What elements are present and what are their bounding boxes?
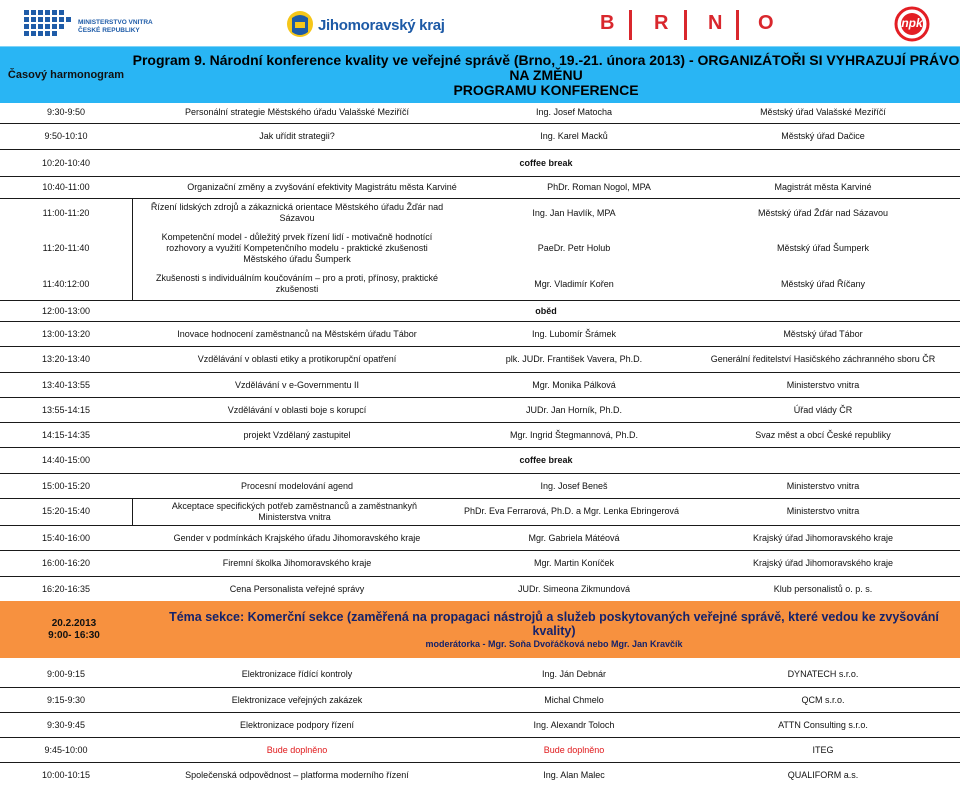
table-row [0, 498, 960, 526]
brno-logo [596, 10, 786, 40]
row-org: Ministerstvo vnitra [786, 379, 860, 390]
row-org: Krajský úřad Jihomoravského kraje [752, 558, 894, 568]
row-person: Ing. Alan Malec [543, 769, 605, 780]
page-title [132, 47, 960, 103]
coffee-break: coffee break [519, 157, 573, 168]
table-row [0, 268, 960, 301]
row-person: Michal Chmelo [544, 694, 604, 705]
row-topic: Vzdělávání v oblasti boje s korupcí [227, 404, 367, 415]
section-date: 20.2.2013 [51, 617, 97, 629]
section-title: Téma sekce: Komerční sekce (zaměřená na propagaci nástrojů a služeb poskytovaných veřejné správě, které vedou ke zvyšování kvality) [169, 609, 939, 638]
row-time: 10:20-10:40 [41, 157, 91, 168]
jmk-name: Jihomoravský kraj [318, 17, 445, 34]
row-topic: Akceptace specifických potřeb zaměstnanců a zaměstnankyň Ministerstva vnitra [171, 500, 418, 522]
row-org: Klub personalistů o. p. s. [773, 583, 873, 594]
row-topic: Bude doplněno [266, 744, 328, 755]
row-org: Generální ředitelství Hasičského záchranného sboru ČR [710, 354, 936, 364]
row-topic: Cena Personalista veřejné správy [229, 583, 365, 594]
row-person: Ing. Jan Havlík, MPA [532, 207, 616, 218]
title-line-1: Program 9. Národní konference kvality ve veřejné správě (Brno, 19.-21. února 2013) - ORGANIZÁTOŘI SI VYHRAZUJÍ PRÁVO NA ZMĚNU [132, 51, 960, 83]
row-topic: Společenská odpovědnost – platforma moderního řízení [185, 769, 409, 780]
table-row [0, 398, 960, 423]
row-topic: Organizační změny a zvyšování efektivity Magistrátu města Karviné [187, 182, 457, 192]
row-time: 10:40-11:00 [42, 182, 90, 192]
row-person: Ing. Ján Debnár [541, 669, 607, 679]
row-org: Městský úřad Dačice [781, 131, 865, 141]
row-topic: Řízení lidských zdrojů a zákaznická orientace Městského úřadu Žďár nad Sázavou [150, 202, 444, 223]
table-row [0, 347, 960, 373]
row-time: 15:40-16:00 [41, 532, 91, 543]
row-time: 13:55-14:15 [41, 404, 91, 415]
table-row [0, 688, 960, 713]
brno-letter-b: B [600, 12, 615, 34]
row-person: Mgr. Gabriela Mátéová [528, 532, 620, 543]
table-row [0, 322, 960, 347]
section-banner [0, 601, 960, 658]
brno-letter-n: N [708, 12, 723, 34]
row-time: 12:00-13:00 [41, 305, 91, 316]
table-row [0, 228, 960, 268]
row-topic: Procesní modelování agend [240, 480, 354, 491]
table-row [0, 551, 960, 577]
row-person: Mgr. Vladimír Kořen [534, 278, 614, 289]
row-person: Mgr. Martin Koníček [533, 558, 615, 568]
brno-divider [629, 10, 632, 40]
row-time: 15:00-15:20 [41, 480, 91, 491]
row-org: Městský úřad Valašské Meziříčí [760, 107, 886, 117]
mvcr-line2: ČESKÉ REPUBLIKY [78, 27, 140, 34]
table-row [0, 738, 960, 763]
jmk-logo [286, 8, 458, 42]
table-row [0, 177, 960, 199]
row-person: Ing. Lubomír Šrámek [531, 328, 617, 339]
row-person: Mgr. Monika Pálková [532, 379, 616, 390]
row-time: 9:15-9:30 [46, 694, 86, 705]
row-topic: Kompetenční model - důležitý prvek řízení lidí - motivačně hodnotící rozhovory a využití Kompetenčního modelu - praktické zkušenosti Městského úřadu Šumperk [161, 231, 433, 264]
row-topic: Inovace hodnocení zaměstnanců na Městském úřadu Tábor [177, 328, 417, 339]
table-row [0, 662, 960, 688]
row-person: JUDr. Simeona Zikmundová [517, 583, 631, 594]
table-row [0, 198, 960, 228]
row-person: Mgr. Ingrid Štegmannová, Ph.D. [509, 429, 639, 440]
row-topic: Elektronizace veřejných zakázek [231, 694, 363, 705]
row-time: 9:45-10:00 [44, 744, 88, 755]
row-time: 14:15-14:35 [41, 429, 91, 440]
table-row [0, 102, 960, 124]
table-row [0, 301, 960, 322]
table-row [0, 150, 960, 177]
row-time: 11:20-11:40 [42, 242, 90, 253]
row-topic: Elektronizace podpory řízení [239, 719, 355, 730]
row-org: Ministerstvo vnitra [786, 480, 860, 491]
table-row [0, 124, 960, 150]
brno-letter-r: R [654, 12, 669, 34]
row-org: Magistrát města Karviné [774, 182, 872, 192]
title-line-2: PROGRAMU KONFERENCE [453, 81, 639, 98]
mvcr-logo [22, 8, 154, 42]
row-topic: projekt Vzdělaný zastupitel [243, 429, 351, 440]
table-row [0, 474, 960, 499]
row-time: 10:00-10:15 [41, 769, 91, 780]
row-time: 9:50-10:10 [44, 131, 88, 141]
row-time: 13:00-13:20 [41, 328, 91, 339]
row-time: 16:00-16:20 [41, 558, 91, 568]
row-person: plk. JUDr. František Vavera, Ph.D. [505, 354, 643, 364]
row-org: Úřad vlády ČR [793, 404, 853, 415]
row-person: PhDr. Eva Ferrarová, Ph.D. a Mgr. Lenka Ebringerová [463, 506, 680, 516]
row-org: ITEG [812, 744, 834, 755]
brno-divider [684, 10, 687, 40]
schedule-label: Časový harmonogram [7, 69, 125, 81]
row-time: 9:00-9:15 [46, 669, 86, 679]
table-row [0, 423, 960, 448]
row-topic: Vzdělávání v oblasti etiky a protikorupční opatření [197, 354, 397, 364]
row-time: 13:40-13:55 [41, 379, 91, 390]
row-person: Ing. Karel Macků [540, 131, 608, 141]
mvcr-emblem-icon [22, 8, 74, 42]
row-person: PaeDr. Petr Holub [537, 242, 611, 253]
row-org: ATTN Consulting s.r.o. [778, 719, 868, 730]
row-person: PhDr. Roman Nogol, MPA [547, 182, 651, 192]
row-topic: Personální strategie Městského úřadu Valašské Meziříčí [185, 107, 409, 117]
row-person: Ing. Josef Matocha [535, 107, 613, 117]
row-org: QUALIFORM a.s. [787, 769, 859, 780]
coffee-break: coffee break [519, 455, 573, 465]
row-topic: Vzdělávání v e-Governmentu II [234, 379, 360, 390]
jmk-emblem-icon [286, 8, 316, 40]
row-time: 13:20-13:40 [41, 354, 91, 364]
row-topic: Firemní školka Jihomoravského kraje [222, 558, 372, 568]
table-row [0, 763, 960, 787]
npk-logo [890, 6, 934, 42]
row-org: Městský úřad Tábor [783, 328, 863, 339]
table-row [0, 448, 960, 474]
row-time: 9:30-9:45 [46, 719, 86, 730]
row-time: 16:20-16:35 [41, 583, 91, 594]
section-text [148, 601, 960, 658]
row-org: Krajský úřad Jihomoravského kraje [752, 532, 894, 543]
row-topic: Gender v podmínkách Krajského úřadu Jihomoravského kraje [173, 532, 421, 543]
row-time: 9:30-9:50 [46, 107, 86, 117]
mvcr-line1: MINISTERSTVO VNITRA [78, 19, 153, 26]
brno-divider [736, 10, 739, 40]
table-row [0, 526, 960, 551]
npk-text: npk [901, 16, 923, 30]
row-org: Ministerstvo vnitra [786, 506, 860, 516]
row-time: 11:00-11:20 [42, 207, 90, 218]
row-person: JUDr. Jan Horník, Ph.D. [525, 404, 623, 415]
row-topic: Elektronizace řídící kontroly [241, 669, 353, 679]
section-date-time [0, 601, 148, 658]
row-time: 14:40-15:00 [41, 455, 91, 465]
title-bar [0, 46, 960, 103]
row-org: Městský úřad Říčany [780, 278, 866, 289]
lunch-break: oběd [535, 305, 557, 316]
row-org: Městský úřad Šumperk [776, 242, 870, 253]
table-row [0, 577, 960, 601]
row-org: Městský úřad Žďár nad Sázavou [757, 207, 889, 218]
row-time: 15:20-15:40 [41, 506, 91, 516]
row-org: DYNATECH s.r.o. [787, 669, 859, 679]
section-moderator: moderátorka - Mgr. Soňa Dvořáčková nebo Mgr. Jan Kravčík [425, 638, 683, 649]
table-row [0, 713, 960, 738]
row-person: Bude doplněno [543, 744, 605, 755]
row-org: Svaz měst a obcí České republiky [755, 429, 891, 440]
row-person: Ing. Josef Beneš [540, 480, 608, 491]
table-row [0, 373, 960, 398]
row-person: Ing. Alexandr Toloch [533, 719, 615, 730]
row-org: QCM s.r.o. [801, 694, 845, 705]
row-topic: Jak uřídit strategii? [259, 131, 335, 141]
section-time: 9:00- 16:30 [48, 629, 100, 641]
row-topic: Zkušenosti s individuálním koučováním – pro a proti, přínosy, praktické zkušenosti [156, 273, 438, 294]
logo-strip [0, 0, 960, 46]
row-time: 11:40:12:00 [42, 278, 90, 289]
brno-letter-o: O [758, 12, 774, 34]
